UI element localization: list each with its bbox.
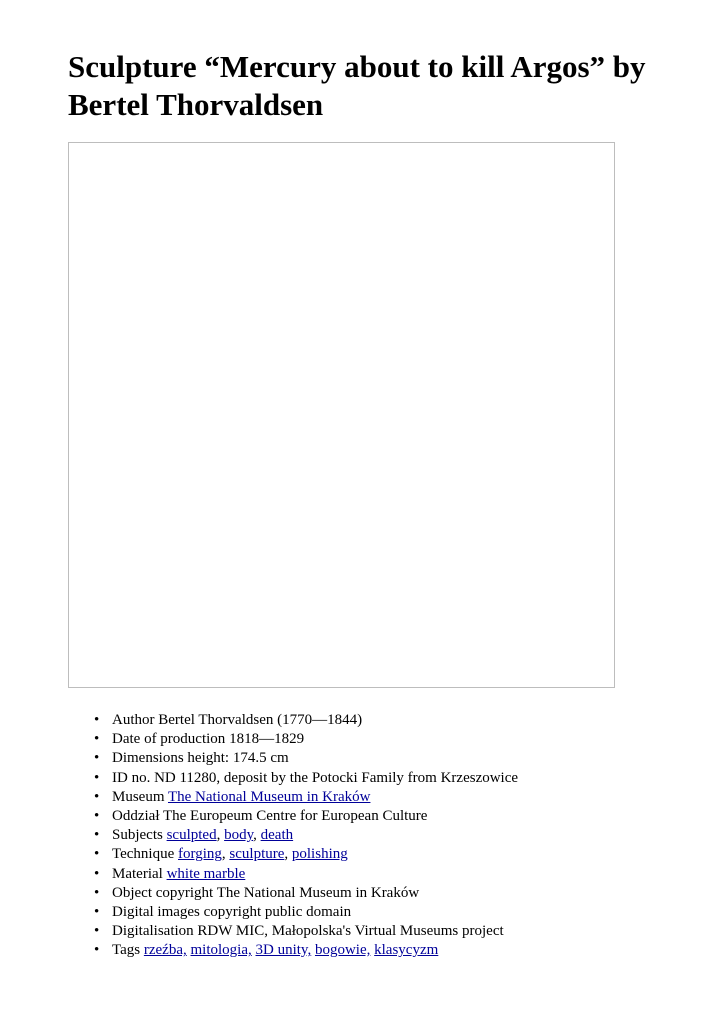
oddzial-item [112,807,518,826]
author-item [112,711,518,730]
tag-link-3d-unity[interactable]: 3D unity, [255,942,312,959]
subjects-item: • Subjects sculpted, body, death [112,826,518,845]
digital-copyright-item [112,903,518,922]
material-label: Material [112,865,163,882]
museum-item [112,788,518,807]
subjects-label: Subjects [112,827,163,844]
object-copyright-value: The National Museum in Kraków [216,884,420,901]
sculpture-image-placeholder [68,142,615,688]
date-item [112,730,518,749]
tag-link-klasycyzm[interactable]: klasycyzm [374,942,439,959]
object-copyright-item [112,884,518,903]
date-value: 1818—1829 [229,731,305,748]
technique-link-forging[interactable]: forging [178,846,222,863]
tag-link-mitologia[interactable]: mitologia, [190,942,252,959]
technique-label: Technique [112,846,175,863]
technique-item: • Technique forging, sculpture, polishing [112,845,518,864]
tags-label: Tags [112,942,141,959]
date-label: Date of production [112,731,226,748]
material-item [112,865,518,884]
technique-link-sculpture[interactable]: sculpture [229,846,285,863]
dimensions-item [112,749,518,768]
id-label: ID no. [112,769,151,786]
author-label: Author [112,712,155,728]
museum-link[interactable]: The National Museum in Kraków [167,788,371,805]
digital-copyright-value: public domain [264,904,352,921]
metadata-list [112,711,518,961]
dimensions-label: Dimensions [112,750,184,767]
tags-item [112,941,518,960]
oddzial-label: Oddział [112,808,160,825]
digitalisation-label: Digitalisation [112,923,194,940]
dimensions-value: height: 174.5 cm [187,750,289,767]
author-value: Bertel Thorvaldsen (1770—1844) [158,712,363,728]
museum-label: Museum [112,788,165,805]
digitalisation-value: RDW MIC, Małopolska's Virtual Museums project [197,923,504,940]
tag-link-rzezba[interactable]: rzeźba, [143,942,187,959]
page-title: Sculpture “Mercury about to kill Argos” by Bertel Thorvaldsen [68,49,646,122]
id-item [112,769,518,788]
subject-link-death[interactable]: death [260,827,294,844]
subject-link-sculpted[interactable]: sculpted [166,827,217,844]
technique-link-polishing[interactable]: polishing [291,846,348,863]
digitalisation-item [112,922,518,941]
digital-copyright-label: Digital images copyright [112,904,262,921]
id-value: ND 11280, deposit by the Potocki Family from Krzeszowice [154,769,519,786]
material-link[interactable]: white marble [166,865,246,882]
object-copyright-label: Object copyright [112,884,214,901]
oddzial-value: The Europeum Centre for European Culture [162,808,428,825]
tag-link-bogowie[interactable]: bogowie, [314,942,371,959]
subject-link-body[interactable]: body [224,827,254,844]
